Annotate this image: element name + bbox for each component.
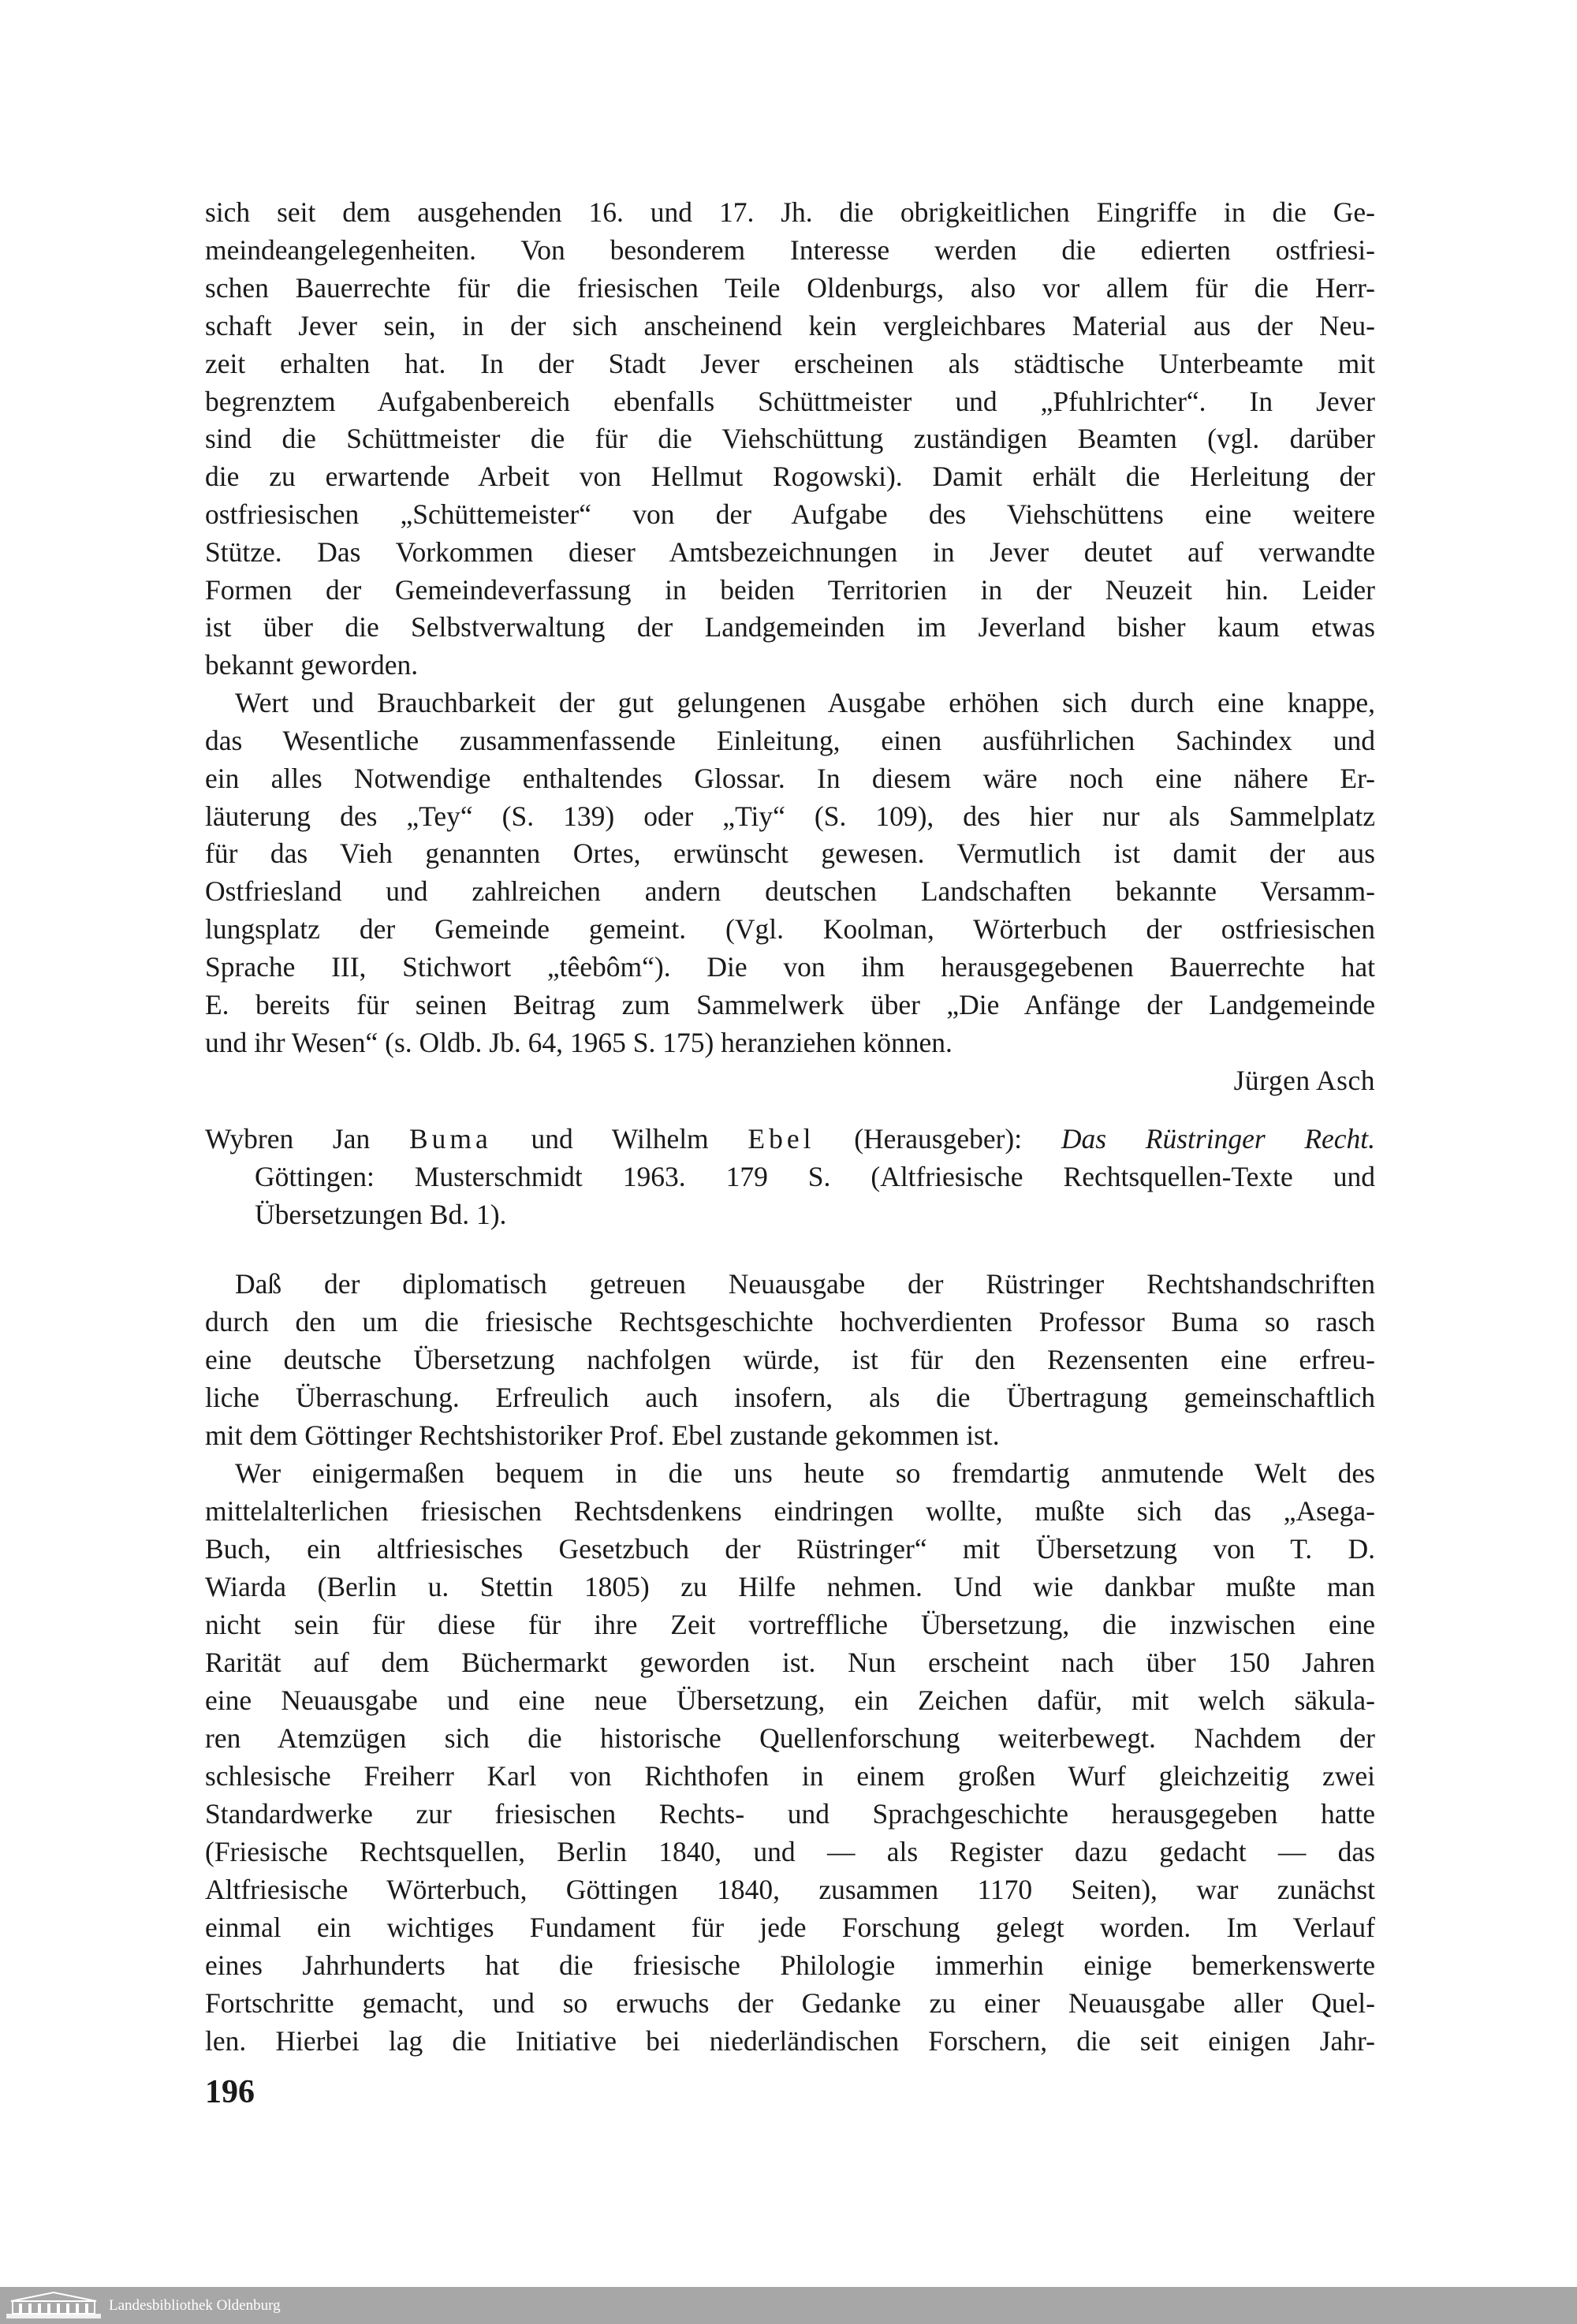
library-building-icon: [5, 2290, 103, 2322]
text-line: eine deutsche Übersetzung nachfolgen würde, ist für den Rezensenten eine erfreu-: [205, 1344, 1375, 1375]
text-line: einmal ein wichtiges Fundament für jede Forschung gelegt worden. Im Verlauf: [205, 1912, 1375, 1943]
text-line: Ostfriesland und zahlreichen andern deutschen Landschaften bekannte Versamm-: [205, 875, 1375, 907]
text-line: (Friesische Rechtsquellen, Berlin 1840, und — als Register dazu gedacht — das: [205, 1836, 1375, 1867]
authors-prefix: Wybren Jan: [205, 1123, 371, 1155]
page-number: 196: [205, 2074, 255, 2110]
review-signature: Jürgen Asch: [1233, 1065, 1375, 1096]
text-line: ostfriesischen „Schüttemeister“ von der Aufgabe des Viehschüttens eine weitere: [205, 498, 1375, 530]
text-line: für das Vieh genannten Ortes, erwünscht gewesen. Vermutlich ist damit der aus: [205, 837, 1375, 869]
text-line: liche Überraschung. Erfreulich auch insofern, als die Übertragung gemeinschaftlich: [205, 1382, 1375, 1413]
text-line: meindeangelegenheiten. Von besonderem Interesse werden die edierten ostfriesi-: [205, 234, 1375, 266]
text-line: durch den um die friesische Rechtsgeschichte hochverdienten Professor Buma so rasch: [205, 1306, 1375, 1337]
text-line: die zu erwartende Arbeit von Hellmut Rogowski). Damit erhält die Herleitung der: [205, 461, 1375, 492]
text-line: ein alles Notwendige enthaltendes Glossar. In diesem wäre noch eine nähere Er-: [205, 763, 1375, 794]
text-line: len. Hierbei lag die Initiative bei niederländischen Forschern, die seit einigen Jahr-: [205, 2025, 1375, 2057]
text-line: läuterung des „Tey“ (S. 139) oder „Tiy“ (S. 109), des hier nur als Sammelplatz: [205, 800, 1375, 832]
text-line: begrenztem Aufgabenbereich ebenfalls Schüttmeister und „Pfuhlrichter“. In Jever: [205, 386, 1375, 417]
library-name: Landesbibliothek Oldenburg: [109, 2297, 281, 2314]
editor-note: (Herausgeber):: [854, 1123, 1023, 1155]
author-name-1: Buma: [409, 1123, 492, 1155]
text-line: das Wesentliche zusammenfassende Einleitung, einen ausführlichen Sachindex und: [205, 725, 1375, 756]
text-line: sich seit dem ausgehenden 16. und 17. Jh. die obrigkeitlichen Eingriffe in die Ge-: [205, 196, 1375, 228]
text-line: Stütze. Das Vorkommen dieser Amtsbezeichnungen in Jever deutet auf verwandte: [205, 536, 1375, 568]
text-line: ist über die Selbstverwaltung der Landgemeinden im Jeverland bisher kaum etwas: [205, 611, 1375, 643]
text-line: Wiarda (Berlin u. Stettin 1805) zu Hilfe nehmen. Und wie dankbar mußte man: [205, 1571, 1375, 1602]
text-line: Rarität auf dem Büchermarkt geworden ist. Nun erscheint nach über 150 Jahren: [205, 1647, 1375, 1678]
text-line: mittelalterlichen friesischen Rechtsdenkens eindringen wollte, mußte sich das „Asega-: [205, 1495, 1375, 1527]
bibliographic-line-1: [205, 1120, 1375, 1158]
text-line: und ihr Wesen“ (s. Oldb. Jb. 64, 1965 S. 175) heranziehen können.: [205, 1027, 953, 1058]
text-line: Sprache III, Stichwort „têebôm“). Die von ihm herausgegebenen Bauerrechte hat: [205, 951, 1375, 983]
text-line: schaft Jever sein, in der sich anscheinend kein vergleichbares Material aus der Neu-: [205, 310, 1375, 341]
text-line: nicht sein für diese für ihre Zeit vortreffliche Übersetzung, die inzwischen eine: [205, 1609, 1375, 1640]
bibliographic-line-2: Göttingen: Musterschmidt 1963. 179 S. (Altfriesische Rechtsquellen-Texte und: [255, 1161, 1375, 1192]
text-line: Wert und Brauchbarkeit der gut gelungenen Ausgabe erhöhen sich durch eine knappe,: [235, 687, 1375, 718]
text-line: Fortschritte gemacht, und so erwuchs der Gedanke zu einer Neuausgabe aller Quel-: [205, 1987, 1375, 2019]
text-line: Buch, ein altfriesisches Gesetzbuch der Rüstringer“ mit Übersetzung von T. D.: [205, 1533, 1375, 1565]
library-footer: [0, 2287, 1577, 2324]
text-line: Formen der Gemeindeverfassung in beiden Territorien in der Neuzeit hin. Leider: [205, 574, 1375, 606]
bibliographic-line-3: Übersetzungen Bd. 1).: [255, 1199, 507, 1230]
text-line: mit dem Göttinger Rechtshistoriker Prof. Ebel zustande gekommen ist.: [205, 1419, 1000, 1451]
text-line: ren Atemzügen sich die historische Quellenforschung weiterbewegt. Nachdem der: [205, 1722, 1375, 1754]
text-line: eine Neuausgabe und eine neue Übersetzung, ein Zeichen dafür, mit welch säkula-: [205, 1684, 1375, 1716]
authors-joiner: und Wilhelm: [531, 1123, 709, 1155]
text-line: E. bereits für seinen Beitrag zum Sammelwerk über „Die Anfänge der Landgemeinde: [205, 989, 1375, 1020]
text-line: schen Bauerrechte für die friesischen Teile Oldenburgs, also vor allem für die Herr-: [205, 272, 1375, 304]
author-name-2: Ebel: [747, 1123, 815, 1155]
text-line: schlesische Freiherr Karl von Richthofen in einem großen Wurf gleichzeitig zwei: [205, 1760, 1375, 1792]
text-line: Wer einigermaßen bequem in die uns heute so fremdartig anmutende Welt des: [235, 1457, 1375, 1489]
text-line: eines Jahrhunderts hat die friesische Philologie immerhin einige bemerkenswerte: [205, 1949, 1375, 1981]
text-line: Daß der diplomatisch getreuen Neuausgabe der Rüstringer Rechtshandschriften: [235, 1268, 1375, 1300]
text-line: lungsplatz der Gemeinde gemeint. (Vgl. Koolman, Wörterbuch der ostfriesischen: [205, 913, 1375, 945]
text-line: sind die Schüttmeister die für die Viehschüttung zuständigen Beamten (vgl. darüber: [205, 423, 1375, 454]
book-title: Das Rüstringer Recht.: [1061, 1123, 1376, 1155]
text-line: zeit erhalten hat. In der Stadt Jever erscheinen als städtische Unterbeamte mit: [205, 348, 1375, 379]
text-line: Altfriesische Wörterbuch, Göttingen 1840, zusammen 1170 Seiten), war zunächst: [205, 1874, 1375, 1905]
text-line: Standardwerke zur friesischen Rechts- und Sprachgeschichte herausgegeben hatte: [205, 1798, 1375, 1830]
text-line: bekannt geworden.: [205, 649, 419, 681]
